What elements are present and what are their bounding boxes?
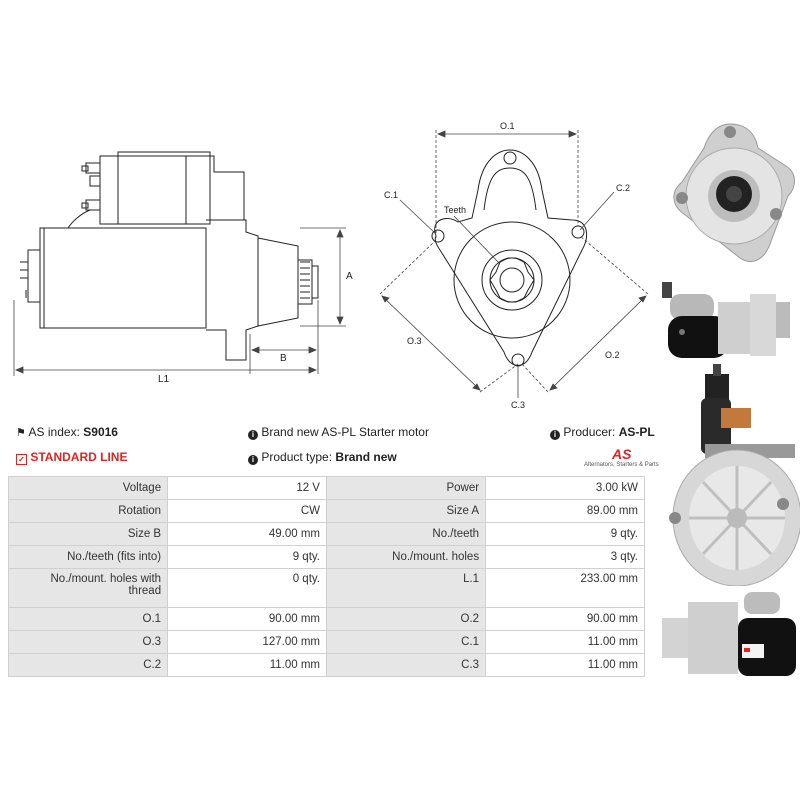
spec-value: 49.00 mm — [168, 523, 327, 546]
spec-value: 90.00 mm — [168, 608, 327, 631]
dim-label-a: A — [346, 271, 353, 282]
spec-value: 11.00 mm — [168, 654, 327, 677]
product-description: Brand new AS-PL Starter motor — [261, 425, 429, 439]
product-photo-side-2 — [662, 588, 800, 680]
spec-label: Voltage — [9, 477, 168, 500]
dim-label-c2: C.2 — [616, 183, 631, 193]
as-pl-logo — [584, 446, 659, 470]
product-type-label: Product type: — [261, 450, 333, 464]
product-photo-rear — [665, 364, 800, 586]
spec-value: 12 V — [168, 477, 327, 500]
spec-label: L.1 — [326, 569, 485, 608]
dim-label-teeth: Teeth — [444, 205, 467, 215]
dim-label-o1: O.1 — [500, 121, 515, 131]
spec-value: 3 qty. — [486, 546, 645, 569]
standard-line-badge — [16, 450, 127, 465]
spec-row — [9, 523, 645, 546]
info-icon: i — [248, 455, 258, 465]
tags-icon: ⚑ — [16, 427, 26, 439]
spec-row — [9, 569, 645, 608]
producer-label: Producer: — [563, 425, 616, 439]
product-type-row — [248, 450, 397, 465]
spec-value: 9 qty. — [486, 523, 645, 546]
spec-row — [9, 500, 645, 523]
spec-label: Rotation — [9, 500, 168, 523]
dim-label-b: B — [280, 353, 287, 364]
logo-mark: AS — [612, 446, 632, 462]
spec-value: 89.00 mm — [486, 500, 645, 523]
spec-label: No./teeth — [326, 523, 485, 546]
as-index-value: S9016 — [83, 425, 118, 439]
spec-label: C.1 — [326, 631, 485, 654]
spec-row — [9, 631, 645, 654]
producer-row — [550, 425, 655, 440]
dim-label-o2: O.2 — [605, 350, 620, 360]
spec-label: C.3 — [326, 654, 485, 677]
dim-label-c1: C.1 — [384, 190, 399, 200]
dim-label-o3: O.3 — [407, 336, 422, 346]
spec-label: No./mount. holes with thread — [9, 569, 168, 608]
spec-label: No./teeth (fits into) — [9, 546, 168, 569]
product-type-value: Brand new — [335, 450, 397, 464]
standard-line-label: STANDARD LINE — [30, 450, 128, 464]
producer-value: AS-PL — [618, 425, 655, 439]
dim-label-c3: C.3 — [511, 400, 526, 410]
info-icon: i — [550, 430, 560, 440]
spec-label: Size A — [326, 500, 485, 523]
spec-value: 127.00 mm — [168, 631, 327, 654]
spec-label: Power — [326, 477, 485, 500]
spec-label: Size B — [9, 523, 168, 546]
front-view-drawing — [0, 0, 660, 420]
dim-label-l1: L1 — [158, 374, 170, 385]
product-photo-front — [660, 118, 800, 270]
spec-value: 9 qty. — [168, 546, 327, 569]
as-index-label: AS index: — [28, 425, 80, 439]
checkbox-icon: ✓ — [16, 454, 27, 465]
as-index-row — [16, 425, 118, 439]
spec-value: 11.00 mm — [486, 654, 645, 677]
spec-value: 3.00 kW — [486, 477, 645, 500]
spec-value: 0 qty. — [168, 569, 327, 608]
spec-value: 11.00 mm — [486, 631, 645, 654]
spec-value: CW — [168, 500, 327, 523]
spec-label: C.2 — [9, 654, 168, 677]
spec-label: O.2 — [326, 608, 485, 631]
spec-value: 233.00 mm — [486, 569, 645, 608]
spec-table — [8, 476, 645, 677]
spec-label: No./mount. holes — [326, 546, 485, 569]
spec-row — [9, 654, 645, 677]
spec-label: O.1 — [9, 608, 168, 631]
spec-label: O.3 — [9, 631, 168, 654]
description-row — [248, 425, 429, 440]
logo-tagline: Alternators, Starters & Parts — [584, 462, 659, 468]
spec-value: 90.00 mm — [486, 608, 645, 631]
info-icon: i — [248, 430, 258, 440]
spec-row — [9, 608, 645, 631]
spec-row — [9, 477, 645, 500]
spec-row — [9, 546, 645, 569]
product-photo-side-1 — [662, 272, 800, 362]
